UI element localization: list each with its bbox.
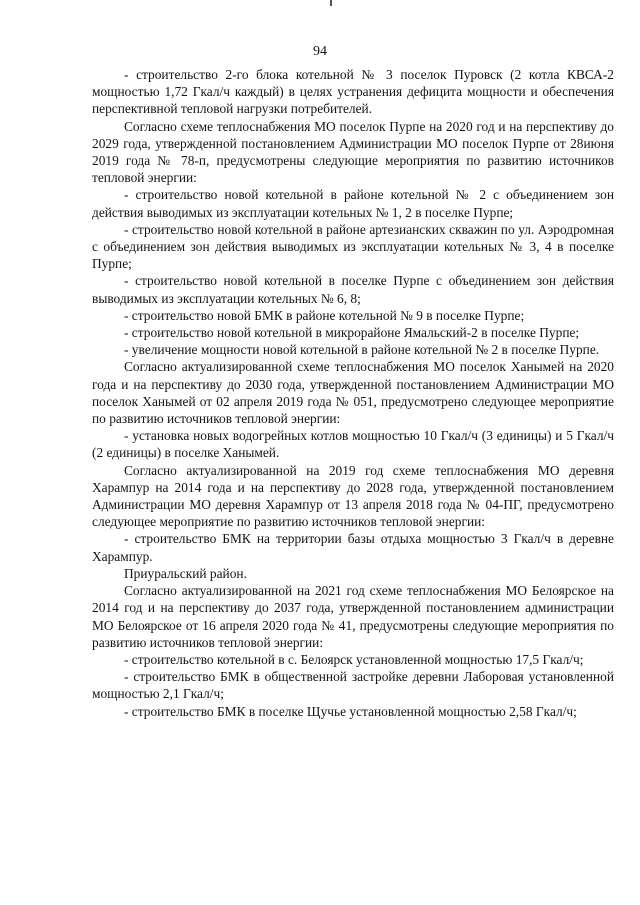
list-item: - строительство БМК в общественной застройке деревни Лаборовая установленной мощностью 2,1 Гкал/ч; (92, 669, 614, 702)
scan-mark (330, 0, 332, 6)
section-heading: Приуральский район. (124, 565, 247, 581)
list-item: - строительство новой котельной в поселке Пурпе с объединением зон действия выводимых из эксплуатации котельных № 6, 8; (92, 273, 614, 306)
list-item: - строительство БМК на территории базы отдыха мощностью 3 Гкал/ч в деревне Харампур. (92, 531, 614, 564)
list-item: - установка новых водогрейных котлов мощностью 10 Гкал/ч (3 единицы) и 5 Гкал/ч (2 единицы) в поселке Ханымей. (92, 428, 614, 461)
list-item: - строительство БМК в поселке Щучье установленной мощностью 2,58 Гкал/ч; (124, 703, 577, 719)
paragraph: Согласно схеме теплоснабжения МО поселок Пурпе на 2020 год и на перспективу до 2029 года, утвержденной постановлением Администрации МО поселок Пурпе от 28июня 2019 года № 78-п, предусмотрены следующие мероприятия по развитию источников тепловой энергии: (92, 118, 614, 186)
list-item: - строительство котельной в с. Белоярск установленной мощностью 17,5 Гкал/ч; (124, 651, 584, 667)
list-item: - строительство новой котельной в микрорайоне Ямальский-2 в поселке Пурпе; (124, 325, 580, 341)
document-body (92, 66, 614, 720)
list-item: - строительство новой котельной в районе артезианских скважин по ул. Аэродромная с объединением зон действия выводимых из эксплуатации котельных № 3, 4 в поселке Пурпе; (92, 221, 614, 272)
paragraph: Согласно актуализированной схеме теплоснабжения МО поселок Ханымей на 2020 года и на перспективу до 2030 года, утвержденной постановлением Администрации МО поселок Ханымей от 02 апреля 2019 года № 051, предусмотрено следующее мероприятие по развитию источников тепловой энергии: (92, 359, 614, 427)
list-item: - строительство новой котельной в районе котельной № 2 с объединением зон действия выводимых из эксплуатации котельных № 1, 2 в поселке Пурпе; (92, 187, 614, 220)
list-item: - строительство новой БМК в районе котельной № 9 в поселке Пурпе; (124, 307, 525, 323)
paragraph: Согласно актуализированной на 2021 год схеме теплоснабжения МО Белоярское на 2014 год и на перспективу до 2037 года, утвержденной постановлением администрации МО Белоярское от 16 апреля 2020 года № 41, предусмотрены следующие мероприятия по развитию источников тепловой энергии: (92, 583, 614, 650)
paragraph: - строительство 2-го блока котельной № 3 поселок Пуровск (2 котла КВСА-2 мощностью 1,72 Гкал/ч каждый) в целях устранения дефицита мощности и обеспечения перспективной тепловой нагрузки потребителей. (92, 67, 614, 117)
paragraph: Согласно актуализированной на 2019 год схеме теплоснабжения МО деревня Харампур на 2014 года и на перспективу до 2028 года, утвержденной постановлением Администрации МО деревня Харампур от 13 апреля 2018 года № 04-ПГ, предусмотрено следующее мероприятие по развитию источников тепловой энергии: (92, 462, 614, 530)
list-item: - увеличение мощности новой котельной в районе котельной № 2 в поселке Пурпе. (124, 342, 600, 358)
page-number: 94 (313, 44, 327, 59)
